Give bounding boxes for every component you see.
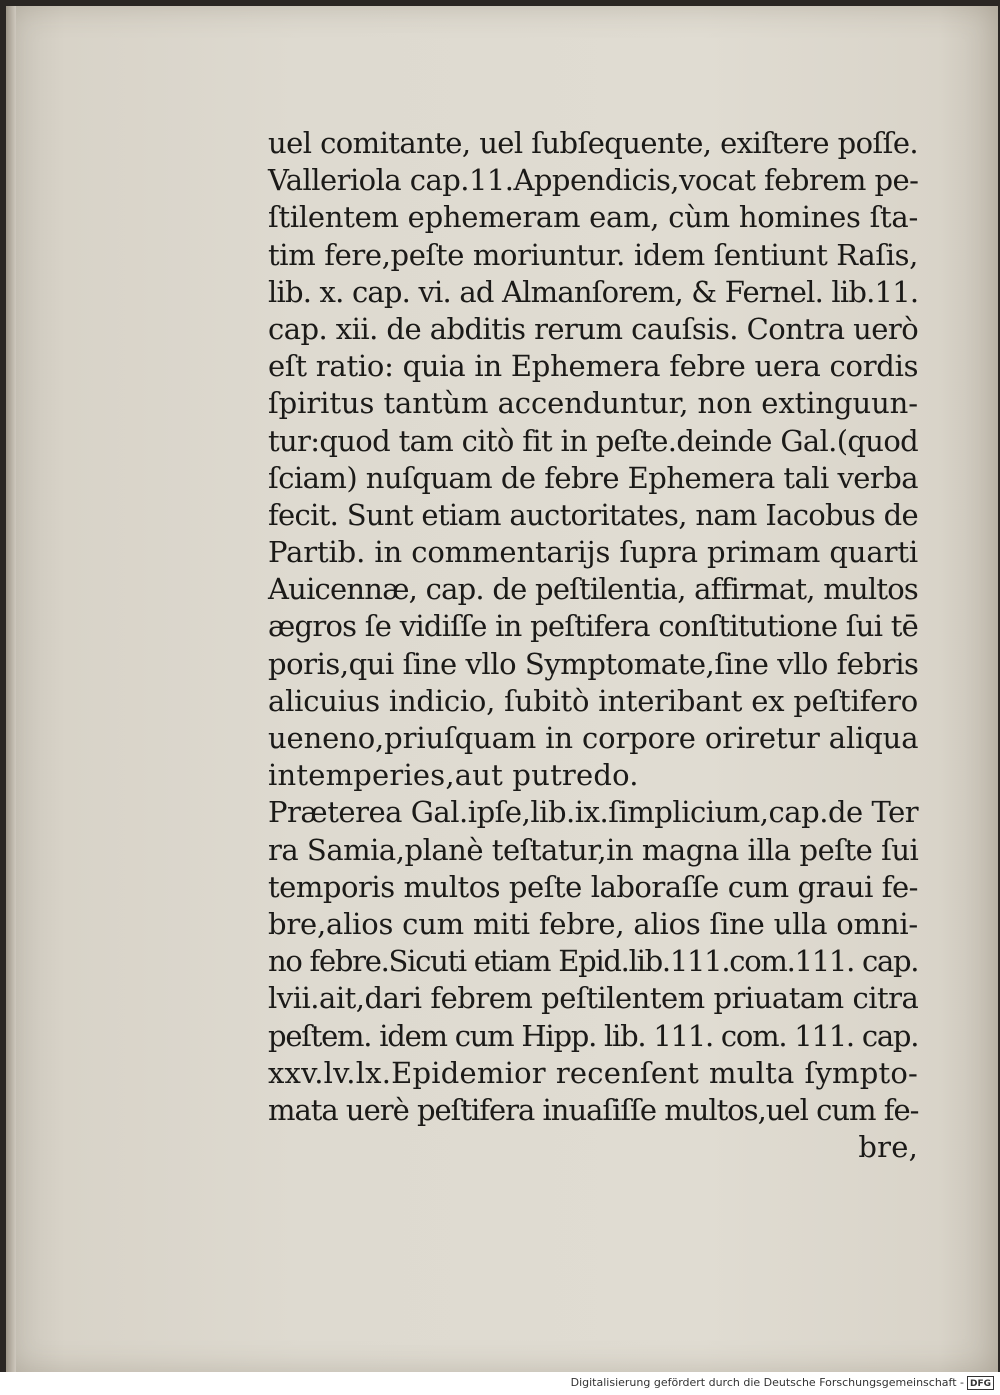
text-line: Præterea Gal.ipſe,lib.ix.ſimplicium,cap.de Ter — [268, 795, 919, 830]
text-line: ægros ſe vidiſſe in peſtifera conſtitutione ſui tē — [268, 609, 919, 644]
text-line: peſtem. idem cum Hipp. lib. 111. com. 111. cap. — [268, 1018, 919, 1053]
text-line: temporis multos peſte laboraſſe cum graui fe- — [268, 869, 918, 904]
text-line: fecit. Sunt etiam auctoritates, nam Iacobus de — [268, 497, 918, 532]
text-line: ſciam) nuſquam de febre Ephemera tali verba — [268, 460, 918, 495]
dfg-logo: DFG — [967, 1376, 994, 1390]
text-line: no febre.Sicuti etiam Epid.lib.111.com.111. cap. — [268, 944, 919, 979]
text-line: Partib. in commentarijs ſupra primam quarti — [268, 535, 918, 570]
funding-credit: Digitalisierung gefördert durch die Deutsche Forschungsgemeinschaft - — [570, 1376, 964, 1389]
text-line: Valleriola cap.11.Appendicis,vocat febrem pe- — [268, 163, 919, 198]
body-text — [268, 125, 918, 1166]
page-gutter-edge — [6, 6, 16, 1372]
text-line: ſpiritus tantùm accenduntur, non extinguun- — [268, 386, 918, 421]
text-line: xxv.lv.lx.Epidemior recenſent multa ſympto- — [268, 1055, 918, 1090]
text-line: mata uerè peſtifera inuaſiſſe multos,uel cum fe- — [268, 1092, 919, 1127]
text-line: alicuius indicio, ſubitò interibant ex peſtifero — [268, 683, 918, 718]
text-line: bre,alios cum miti febre, alios ſine ulla omni- — [268, 906, 918, 941]
text-line: tur:quod tam citò fit in peſte.deinde Gal.(quod — [268, 423, 919, 458]
text-line: ſtilentem ephemeram eam, cùm homines ſta- — [268, 200, 918, 235]
text-line: tim fere,peſte moriuntur. idem ſentiunt Raſis, — [268, 237, 918, 272]
digitization-footer — [0, 1372, 1000, 1395]
text-line: poris,qui ſine vllo Symptomate,ſine vllo febris — [268, 646, 919, 681]
text-line: Auicennæ, cap. de peſtilentia, affirmat, multos — [268, 572, 918, 607]
text-line: lib. x. cap. vi. ad Almanſorem, & Fernel. lib.11. — [268, 274, 919, 309]
text-line: ra Samia,planè teſtatur,in magna illa peſte ſui — [268, 832, 919, 867]
text-line: cap. xii. de abditis rerum cauſsis. Contra uerò — [268, 311, 919, 346]
text-line: intemperies,aut putredo. — [268, 758, 639, 793]
text-line: uel comitante, uel ſubſequente, exiſtere poſſe. — [268, 126, 919, 160]
text-line: lvii.ait,dari febrem peſtilentem priuatam citra — [268, 981, 919, 1016]
text-line: eſt ratio: quia in Ephemera febre uera cordis — [268, 349, 919, 384]
text-line: ueneno,priuſquam in corpore oriretur aliqua — [268, 721, 919, 755]
catchword: bre, — [858, 1130, 918, 1165]
